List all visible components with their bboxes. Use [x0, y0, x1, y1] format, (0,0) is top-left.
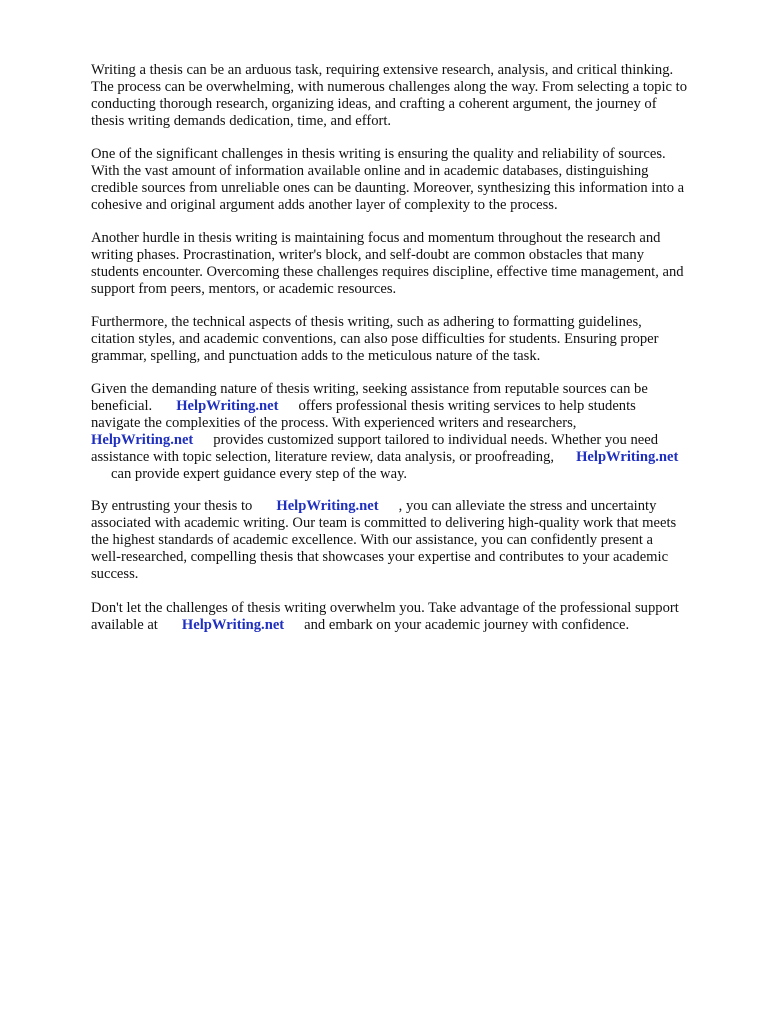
helpwriting-link[interactable]: HelpWriting.net: [91, 432, 194, 448]
paragraph-focus: [91, 230, 741, 298]
text-line: [91, 449, 741, 466]
text-line: [91, 498, 741, 515]
text-line: associated with academic writing. Our team is committed to delivering high-quality work that meets: [91, 515, 677, 531]
paragraph-assistance: [91, 381, 741, 483]
text-segment: offers professional thesis writing services to help students: [298, 398, 636, 414]
text-segment: , you can alleviate the stress and uncertainty: [398, 498, 657, 514]
text-line: One of the significant challenges in thesis writing is ensuring the quality and reliability of sources.: [91, 146, 666, 162]
text-line: Don't let the challenges of thesis writing overwhelm you. Take advantage of the professional support: [91, 600, 679, 616]
paragraph-technical: [91, 314, 741, 365]
text-segment: can provide expert guidance every step of the way.: [111, 466, 408, 482]
helpwriting-link[interactable]: HelpWriting.net: [181, 617, 285, 633]
paragraph-closing: [91, 600, 741, 634]
paragraph-sources: [91, 146, 741, 214]
text-line: conducting thorough research, organizing ideas, and crafting a coherent argument, the journey of: [91, 96, 657, 112]
text-line: support from peers, mentors, or academic resources.: [91, 281, 397, 297]
text-line: Writing a thesis can be an arduous task, requiring extensive research, analysis, and critical thinking.: [91, 62, 674, 78]
text-segment: and embark on your academic journey with confidence.: [304, 617, 630, 633]
text-line: The process can be overwhelming, with numerous challenges along the way. From selecting a topic to: [91, 79, 688, 95]
helpwriting-link[interactable]: HelpWriting.net: [576, 449, 679, 465]
paragraph-intro: [91, 62, 741, 130]
text-segment: beneficial.: [91, 398, 153, 414]
helpwriting-link[interactable]: HelpWriting.net: [276, 498, 379, 514]
text-segment: available at: [91, 617, 158, 633]
paragraph-entrusting: [91, 498, 741, 583]
text-line: thesis writing demands dedication, time, and effort.: [91, 113, 392, 129]
text-line: [91, 398, 741, 415]
text-line: well-researched, compelling thesis that showcases your expertise and contributes to your academic: [91, 549, 669, 565]
text-segment: By entrusting your thesis to: [91, 498, 253, 514]
text-line: credible sources from unreliable ones can be daunting. Moreover, synthesizing this information into a: [91, 180, 685, 196]
text-line: citation styles, and academic conventions, can also pose difficulties for students. Ensuring proper: [91, 331, 659, 347]
text-line: writing phases. Procrastination, writer's block, and self-doubt are common obstacles that many: [91, 247, 645, 263]
text-line: Furthermore, the technical aspects of thesis writing, such as adhering to formatting guidelines,: [91, 314, 642, 330]
text-line: navigate the complexities of the process. With experienced writers and researchers,: [91, 415, 577, 431]
text-line: the highest standards of academic excellence. With our assistance, you can confidently present a: [91, 532, 654, 548]
text-line: [91, 466, 741, 483]
text-line: grammar, spelling, and punctuation adds to the meticulous nature of the task.: [91, 348, 541, 364]
text-line: With the vast amount of information available online and in academic databases, distinguishing: [91, 163, 649, 179]
text-line: Given the demanding nature of thesis writing, seeking assistance from reputable sources can be: [91, 381, 648, 397]
text-line: success.: [91, 566, 139, 582]
text-segment: assistance with topic selection, literature review, data analysis, or proofreading,: [91, 449, 555, 465]
text-line: Another hurdle in thesis writing is maintaining focus and momentum throughout the research and: [91, 230, 661, 246]
text-line: [91, 432, 741, 449]
text-line: [91, 617, 741, 634]
helpwriting-link[interactable]: HelpWriting.net: [176, 398, 279, 414]
text-segment: provides customized support tailored to individual needs. Whether you need: [213, 432, 659, 448]
text-line: students encounter. Overcoming these challenges requires discipline, effective time management, and: [91, 264, 684, 280]
text-line: cohesive and original argument adds another layer of complexity to the process.: [91, 197, 558, 213]
